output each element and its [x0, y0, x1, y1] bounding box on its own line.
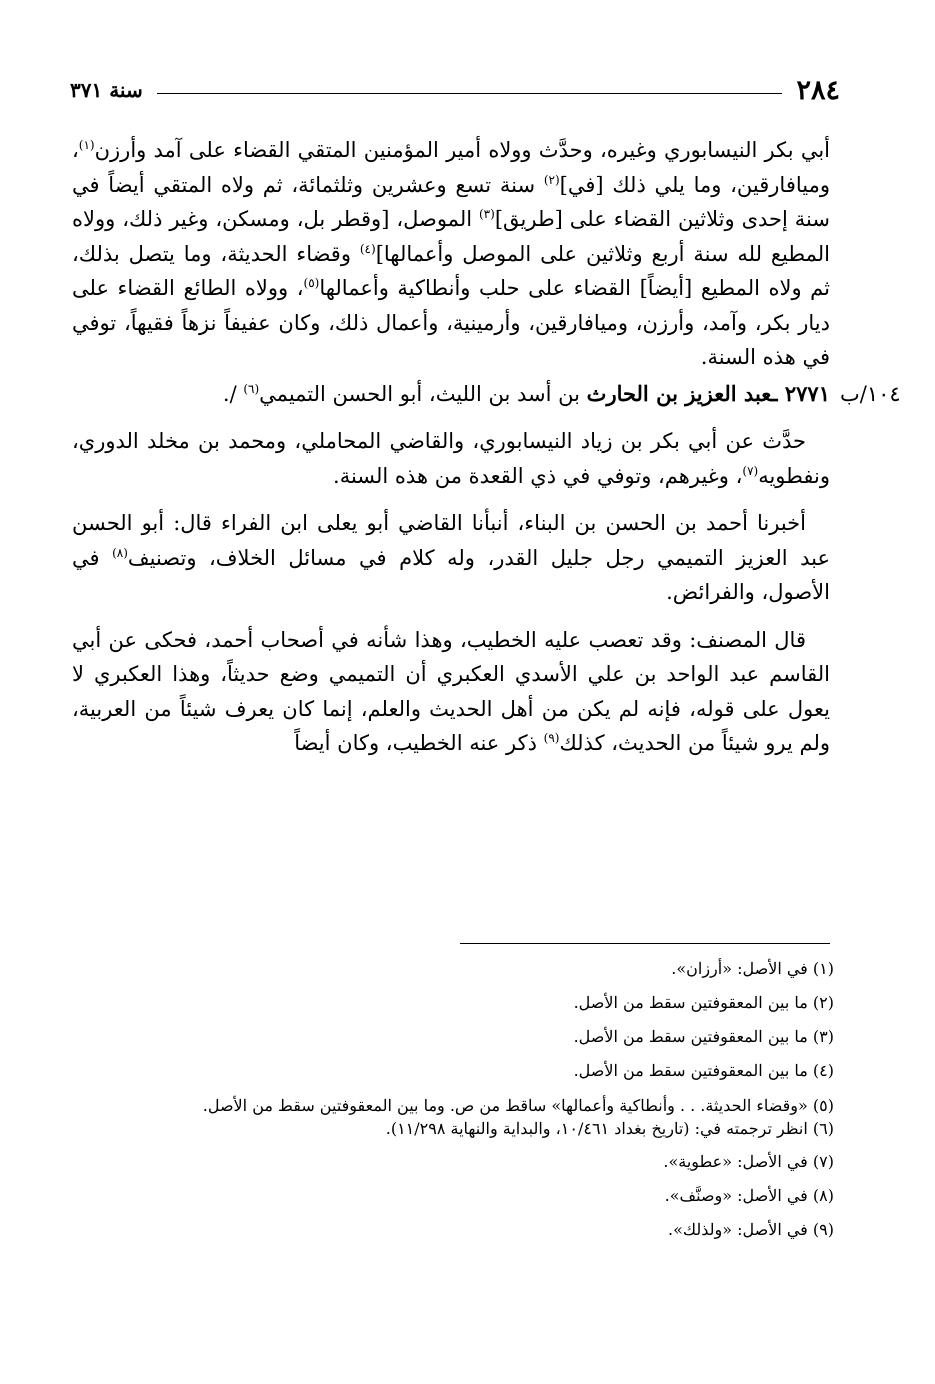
text-run: سنة تسع وعشرين وثلثمائة، ثم ولاه المتقي أيضاً في سنة إحدى وثلاثين القضاء على [طريق] [72, 172, 830, 231]
entry-name: عبد العزيز بن الحارث [586, 380, 772, 406]
page-number: ٢٨٤ [796, 74, 840, 106]
footnote-rule [460, 943, 830, 944]
text-run: وقضاء الحديثة، وما يتصل بذلك، ثم ولاه المطيع [أيضاً] القضاء على حلب وأنطاكية وأعمالها [72, 241, 830, 300]
text-run: ، وميافارقين، وما يلي ذلك [في] [72, 138, 830, 197]
footnotes [72, 952, 834, 1247]
header-rule [157, 93, 783, 94]
footnote-6: (٦) انظر ترجمته في: (تاريخ بغداد ١٠/٤٦١، والبداية والنهاية ١١/٢٩٨). [385, 1119, 834, 1138]
running-title: سنة ٣٧١ [70, 78, 143, 102]
footnote-ref: (٢) [543, 172, 560, 187]
footnote-ref: (٤) [359, 241, 376, 256]
text-run: الموصل، [وقطر بل، ومسكن، وغير ذلك، وولاه المطيع لله سنة أربع وثلاثين على الموصل وأعمالها] [72, 207, 830, 266]
text-run: أخبرنا أحمد بن الحسن بن البناء، أنبأنا القاضي أبو يعلى ابن الفراء قال: أبو الحسن عبد العزيز التميمي رجل جليل القدر، وله كلام في مسائل الخلاف، وتصنيف [72, 511, 830, 570]
entry-dash: ـ [771, 380, 785, 406]
entry-heading [72, 377, 901, 412]
paragraph-4 [72, 623, 830, 761]
footnote-1: (١) في الأصل: «أرزان». [671, 959, 834, 978]
main-text [72, 133, 901, 761]
footnote-ref: (٣) [478, 207, 495, 221]
footnote-ref: (٩) [543, 731, 560, 745]
text-run: ذكر عنه الخطيب، وكان أيضاً [294, 731, 544, 755]
paragraph-1 [72, 133, 830, 375]
footnote-8: (٨) في الأصل: «وصنَّف». [664, 1186, 834, 1205]
text-run: في الأصول، والفرائض. [72, 545, 830, 604]
page-header [70, 70, 840, 110]
text-run: أبي بكر النيسابوري وغيره، وحدَّث وولاه أمير المؤمنين المتقي القضاء على آمد وأرزن [94, 138, 830, 162]
text-run: ، وولاه الطائع القضاء على ديار بكر، وآمد، وأرزن، وميافارقين، وأرمينية، وأعمال ذلك، وكان عفيفاً نزهاً فقيهاً، توفي في هذه السنة. [72, 276, 830, 369]
footnote-ref: (٦) [243, 381, 260, 396]
manuscript-folio-ref: ١٠٤/ب [840, 381, 901, 406]
footnote-ref: (١) [78, 138, 95, 152]
footnote-3: (٣) ما بين المعقوفتين سقط من الأصل. [573, 1027, 834, 1046]
text-run: حدَّث عن أبي بكر بن زياد النيسابوري، والقاضي المحاملي، ومحمد بن مخلد الدوري، ونفطويه [72, 429, 830, 488]
footnote-ref: (٧) [742, 463, 759, 478]
text-run: قال المصنف: وقد تعصب عليه الخطيب، وهذا شأنه في أصحاب أحمد، فحكى عن أبي القاسم عبد الواحد بن علي الأسدي العكبري أن التميمي وضع حديثاً، وهذا العكبري لا يعول على قوله، فإنه لم يكن من أهل الحديث والعلم، إنما كان يعرف شيئاً من العربية، ولم يرو شيئاً من الحديث، كذلك [72, 627, 830, 755]
footnote-9: (٩) في الأصل: «ولذلك». [667, 1220, 834, 1239]
entry-number: ٢٧٧١ [784, 380, 830, 406]
footnote-ref: (٨) [112, 545, 128, 560]
footnote-5: (٥) «وقضاء الحديثة. . . وأنطاكية وأعمالها» ساقط من ص. وما بين المعقوفتين سقط من الأصل. [202, 1096, 834, 1115]
paragraph-2 [72, 424, 830, 493]
footnote-7: (٧) في الأصل: «عطوية». [663, 1152, 834, 1171]
entry-lineage: بن أسد بن الليث، أبو الحسن التميمي [259, 381, 587, 406]
text-run: ، وغيرهم، وتوفي في ذي القعدة من هذه السنة. [333, 463, 743, 488]
footnote-4: (٤) ما بين المعقوفتين سقط من الأصل. [573, 1061, 834, 1080]
entry-end: /. [222, 381, 244, 406]
footnote-ref: (٥) [303, 276, 320, 290]
footnote-2: (٢) ما بين المعقوفتين سقط من الأصل. [573, 993, 834, 1012]
paragraph-3 [72, 506, 830, 610]
